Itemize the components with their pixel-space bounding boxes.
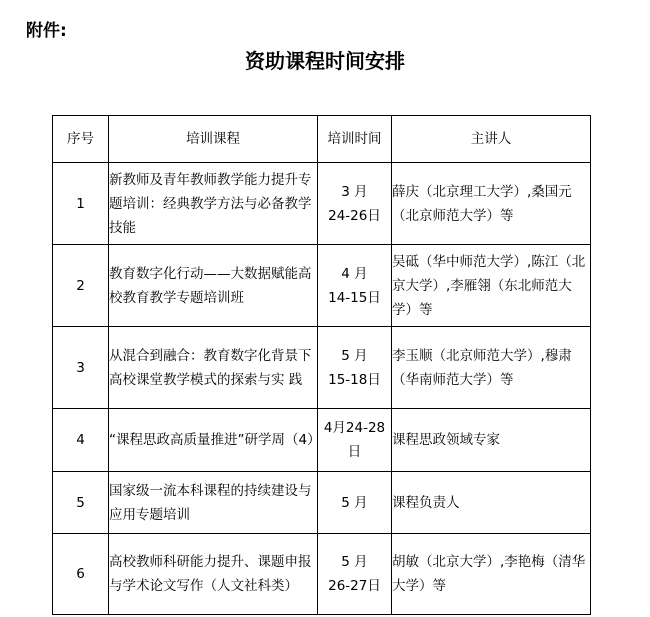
row-number: 4 — [53, 409, 109, 472]
table-row — [53, 163, 591, 245]
row-course: 国家级一流本科课程的持续建设与应用专题培训 — [109, 472, 318, 534]
row-speaker: 薛庆（北京理工大学）,桑国元（北京师范大学）等 — [392, 163, 591, 245]
table-row — [53, 327, 591, 409]
document-title: 资助课程时间安排 — [245, 49, 405, 73]
table-row — [53, 245, 591, 327]
row-course: “课程思政高质量推进”研学周（4） — [109, 409, 318, 472]
row-time-days: 24-26日 — [328, 207, 381, 224]
row-course: 教育数字化行动——大数据赋能高校教育教学专题培训班 — [109, 245, 318, 327]
row-time-days: 日 — [347, 444, 362, 460]
row-number: 3 — [53, 327, 109, 409]
table-row — [53, 534, 591, 615]
row-speaker: 课程负责人 — [392, 472, 591, 534]
row-time — [318, 245, 392, 327]
row-number: 5 — [53, 472, 109, 534]
row-time-month: 5 月 — [341, 347, 368, 364]
row-time-month: 4月24-28 — [323, 420, 386, 436]
row-time-month: 4 月 — [341, 265, 368, 282]
row-time — [318, 163, 392, 245]
row-time-days: 26-27日 — [328, 578, 381, 594]
table-header-row — [53, 116, 591, 163]
column-header-speaker: 主讲人 — [392, 116, 591, 163]
row-time-days: 15-18日 — [328, 371, 381, 388]
row-time-days: 14-15日 — [328, 289, 381, 306]
row-number: 2 — [53, 245, 109, 327]
row-time — [318, 534, 392, 615]
column-header-time: 培训时间 — [318, 116, 392, 163]
row-number: 6 — [53, 534, 109, 615]
row-speaker: 课程思政领域专家 — [392, 409, 591, 472]
row-course: 高校教师科研能力提升、课题申报与学术论文写作（人文社科类） — [109, 534, 318, 615]
table-row — [53, 409, 591, 472]
row-number: 1 — [53, 163, 109, 245]
table-row — [53, 472, 591, 534]
course-schedule-table — [52, 115, 591, 615]
row-course: 从混合到融合：教育数字化背景下高校课堂教学模式的探索与实 践 — [109, 327, 318, 409]
column-header-number: 序号 — [53, 116, 109, 163]
row-speaker: 吴砥（华中师范大学）,陈江（北京大学）,李雁翎（东北师范大学）等 — [392, 245, 591, 327]
column-header-course: 培训课程 — [109, 116, 318, 163]
row-time — [318, 327, 392, 409]
row-time-month: 5 月 — [341, 494, 368, 511]
row-time — [318, 409, 392, 472]
attachment-label: 附件: — [26, 21, 67, 41]
row-speaker: 李玉顺（北京师范大学）,穆肃（华南师范大学）等 — [392, 327, 591, 409]
row-time-month: 3 月 — [341, 183, 368, 200]
row-time-month: 5 月 — [341, 554, 368, 570]
row-course: 新教师及青年教师教学能力提升专题培训：经典教学方法与必备教学技能 — [109, 163, 318, 245]
row-speaker: 胡敏（北京大学）,李艳梅（清华大学）等 — [392, 534, 591, 615]
row-time — [318, 472, 392, 534]
